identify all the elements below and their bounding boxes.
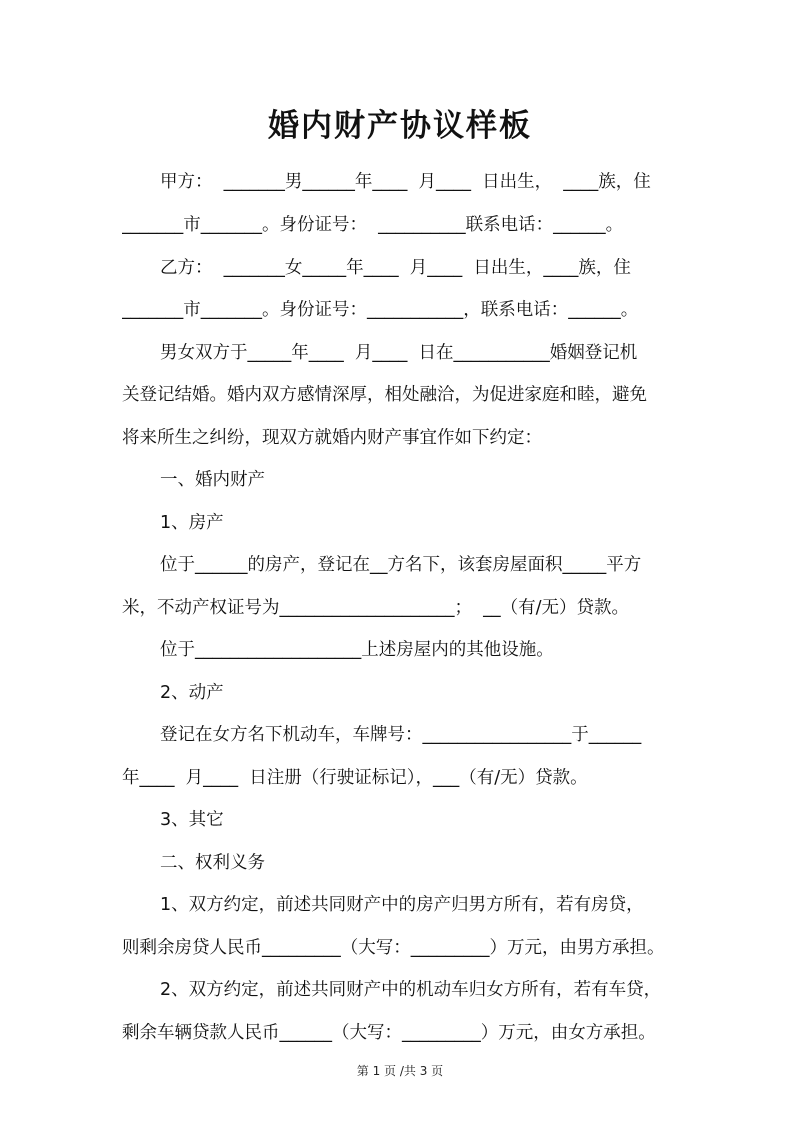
real-estate-line-1: 位于______的房产，登记在__方名下，该套房屋面积_____平方 bbox=[160, 555, 642, 575]
party-b-line-2: _______市_______。身份证号：___________，联系电话：______。 bbox=[122, 300, 639, 320]
marriage-line-3: 将来所生之纠纷，现双方就婚内财产事宜作如下约定： bbox=[122, 428, 542, 448]
marriage-line-2: 关登记结婚。婚内双方感情深厚，相处融洽，为促进家庭和睦，避免 bbox=[122, 385, 647, 405]
rights-item-2-line-2: 剩余车辆贷款人民币______（大写：_________）万元，由女方承担。 bbox=[122, 1023, 656, 1043]
marriage-line-1: 男女双方于_____年____ 月____ 日在___________婚姻登记机 bbox=[160, 343, 638, 363]
document-title: 婚内财产协议样板 bbox=[268, 108, 532, 144]
subheading-real-estate: 1、房产 bbox=[160, 513, 224, 533]
rights-item-1-line-1: 1、双方约定，前述共同财产中的房产归男方所有，若有房贷， bbox=[160, 895, 644, 915]
real-estate-line-3: 位于___________________上述房屋内的其他设施。 bbox=[160, 640, 554, 660]
subheading-movable: 2、动产 bbox=[160, 683, 224, 703]
vehicle-line-2: 年____ 月____ 日注册（行驶证标记），___（有/无）贷款。 bbox=[122, 768, 588, 788]
section-heading-rights: 二、权利义务 bbox=[160, 853, 265, 873]
section-heading-property: 一、婚内财产 bbox=[160, 470, 265, 490]
party-b-line-1: 乙方： _______女_____年____ 月____ 日出生，____族，住 bbox=[160, 258, 631, 278]
vehicle-line-1: 登记在女方名下机动车，车牌号：_________________于______ bbox=[160, 725, 642, 745]
party-a-line-1: 甲方： _______男______年____ 月____ 日出生， ____族，住 bbox=[160, 172, 651, 192]
party-a-line-2: _______市_______。身份证号： __________联系电话：______。 bbox=[122, 215, 624, 235]
page-footer: 第 1 页 /共 3 页 bbox=[356, 1064, 444, 1078]
subheading-other: 3、其它 bbox=[160, 810, 224, 830]
real-estate-line-2: 米，不动产权证号为____________________； __（有/无）贷款。 bbox=[122, 598, 630, 618]
rights-item-2-line-1: 2、双方约定，前述共同财产中的机动车归女方所有，若有车贷， bbox=[160, 980, 662, 1000]
rights-item-1-line-2: 则剩余房贷人民币_________（大写：_________）万元，由男方承担。 bbox=[122, 938, 665, 958]
